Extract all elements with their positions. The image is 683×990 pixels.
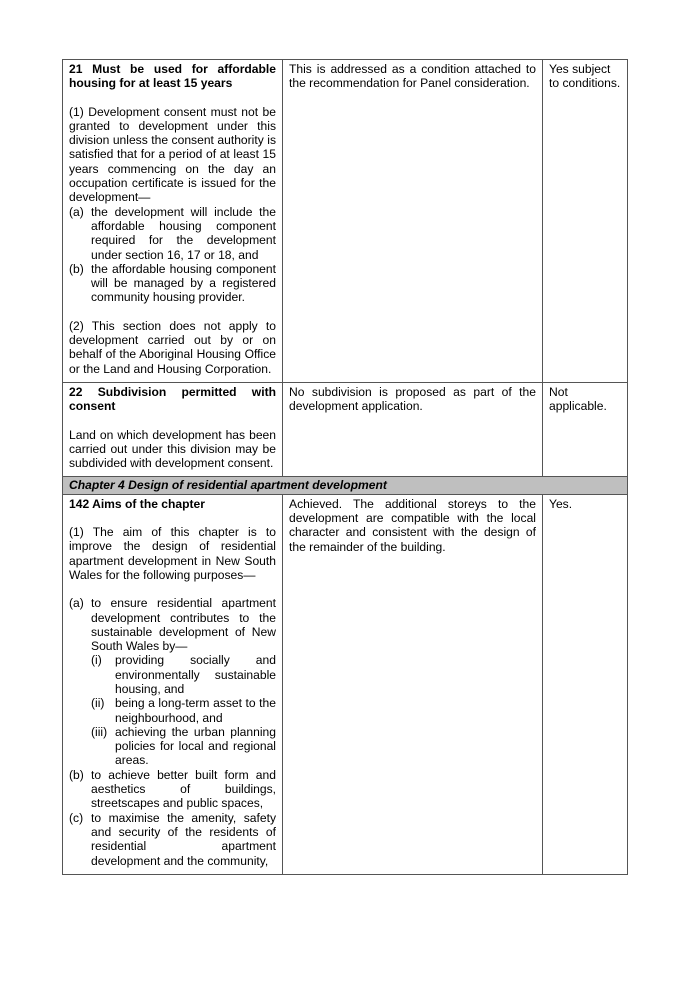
clause-text: (2) This section does not apply to development carried out by or on behalf of the Aboriginal Housing Office or the Land and Housing Corporation. [69, 318, 276, 376]
compliance-cell: Yes subject to conditions. [543, 60, 628, 383]
assessment-table [62, 59, 628, 875]
sub-list-item [91, 653, 276, 696]
list-text: the affordable housing component will be managed by a registered community housing provider. [91, 261, 276, 305]
list-text: providing socially and environmentally sustainable housing, and [115, 653, 276, 696]
list-item [69, 262, 276, 305]
comment-cell: Achieved. The additional storeys to the development are compatible with the local character and consistent with the design of the remainder of the building. [283, 494, 543, 874]
list-marker: (b) [69, 767, 84, 782]
comment-cell: No subdivision is proposed as part of the development application. [283, 382, 543, 476]
sub-list-item [91, 725, 276, 768]
provision-cell [63, 60, 283, 383]
sub-list-item [91, 696, 276, 725]
list-item [69, 768, 276, 811]
list-marker: (ii) [91, 696, 105, 711]
list-marker: (i) [91, 653, 102, 668]
list-marker: (iii) [91, 724, 108, 739]
chapter-heading: Chapter 4 Design of residential apartment development [63, 477, 628, 494]
list-text: to ensure residential apartment development contributes to the sustainable development of New South Wales by— [91, 596, 276, 654]
list-marker: (c) [69, 810, 84, 825]
compliance-cell: Not applicable. [543, 382, 628, 476]
clause-text: Land on which development has been carried out under this division may be subdivided with development consent. [69, 427, 276, 471]
list-item [69, 811, 276, 868]
list-text: being a long-term asset to the neighbourhood, and [115, 696, 276, 725]
provision-cell [63, 494, 283, 874]
section-heading: 21 Must be used for affordable housing for at least 15 years [69, 62, 276, 91]
comment-cell: This is addressed as a condition attached to the recommendation for Panel consideration. [283, 60, 543, 383]
clause-text: (1) The aim of this chapter is to improve the design of residential apartment development in New South Wales for the following purposes— [69, 525, 276, 582]
table-row [63, 494, 628, 874]
list-marker: (b) [69, 261, 84, 276]
provision-cell [63, 382, 283, 476]
chapter-heading-row [63, 477, 628, 494]
table-row [63, 60, 628, 383]
compliance-cell: Yes. [543, 494, 628, 874]
list-item [69, 596, 276, 653]
list-marker: (a) [69, 596, 84, 611]
section-heading: 142 Aims of the chapter [69, 496, 205, 511]
section-heading: 22 Subdivision permitted with consent [69, 384, 276, 414]
list-item [69, 205, 276, 262]
list-text: to maximise the amenity, safety and security of the residents of residential apartment development and the community, [91, 810, 276, 868]
list-text: achieving the urban planning policies for local and regional areas. [115, 724, 276, 768]
list-marker: (a) [69, 204, 84, 219]
list-text: to achieve better built form and aesthetics of buildings, streetscapes and public spaces, [91, 767, 276, 811]
list-text: the development will include the affordable housing component required for the development under section 16, 17 or 18, and [91, 204, 276, 262]
table-row [63, 382, 628, 476]
clause-text: (1) Development consent must not be granted to development under this division unless the consent authority is satisfied that for a period of at least 15 years commencing on the day an occupation certificate is issued for the development— [69, 104, 276, 205]
